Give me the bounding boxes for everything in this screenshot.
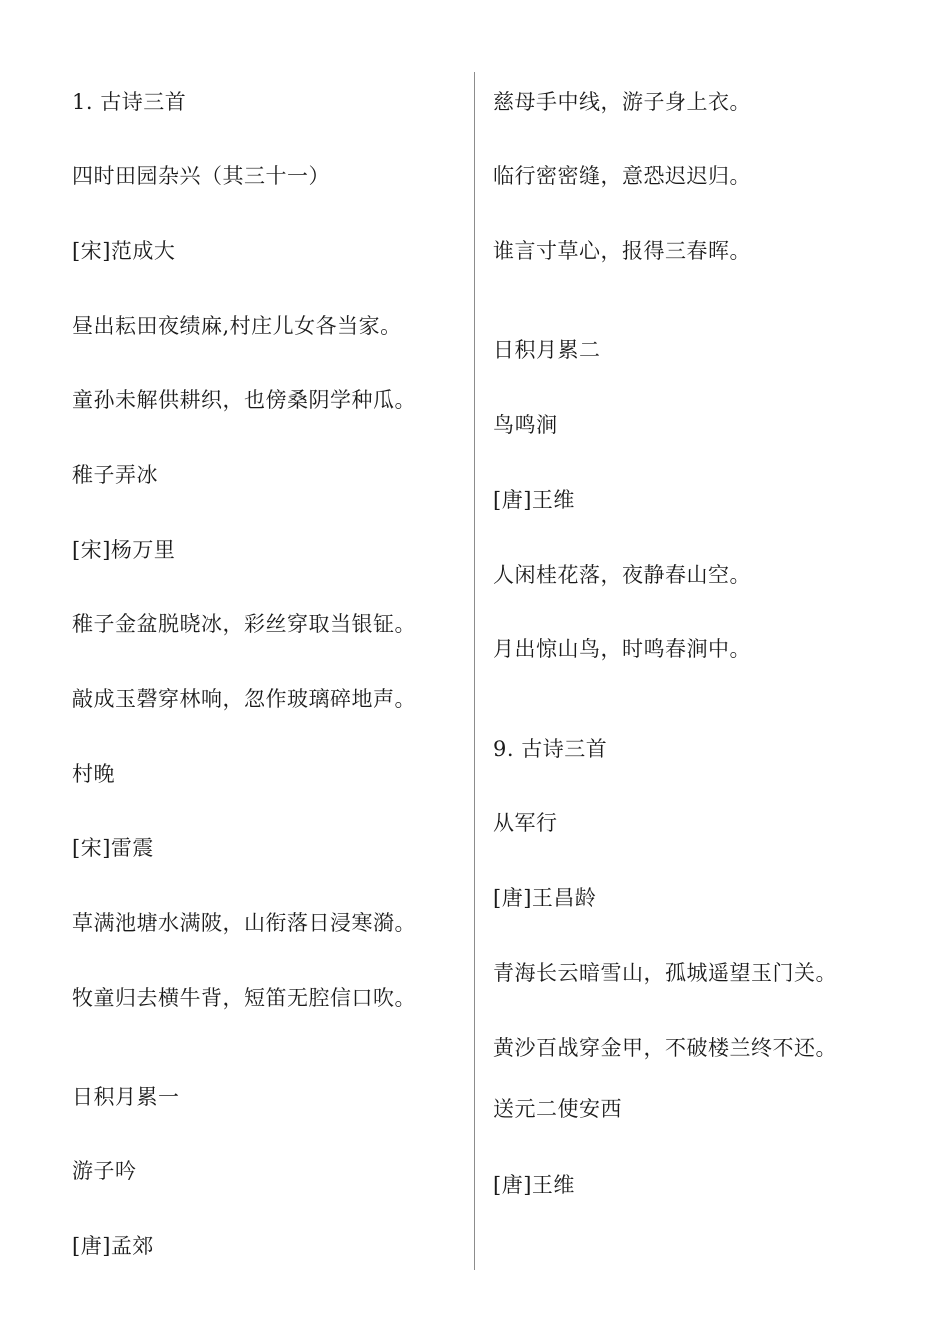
poem-line: 昼出耘田夜绩麻,村庄儿女各当家。 xyxy=(72,314,402,338)
poem-author: [宋]雷震 xyxy=(72,836,154,860)
poem-title: 鸟鸣涧 xyxy=(493,413,558,437)
poem-title: 游子吟 xyxy=(72,1159,137,1183)
poem-author: [唐]王维 xyxy=(493,1173,575,1197)
poem-line: 谁言寸草心，报得三春晖。 xyxy=(493,239,751,263)
section-heading: 日积月累一 xyxy=(72,1085,180,1109)
poem-title: 稚子弄冰 xyxy=(72,463,158,487)
poem-line: 黄沙百战穿金甲，不破楼兰终不还。 xyxy=(493,1036,837,1060)
section-heading: 9. 古诗三首 xyxy=(493,737,608,761)
left-column xyxy=(72,0,472,1344)
poem-title: 四时田园杂兴（其三十一） xyxy=(72,164,330,188)
column-divider xyxy=(474,72,475,1270)
poem-line: 慈母手中线，游子身上衣。 xyxy=(493,90,751,114)
poem-line: 临行密密缝，意恐迟迟归。 xyxy=(493,164,751,188)
poem-author: [唐]王维 xyxy=(493,488,575,512)
poem-author: [宋]杨万里 xyxy=(72,538,176,562)
poem-title: 村晚 xyxy=(72,762,115,786)
poem-title: 送元二使安西 xyxy=(493,1097,622,1121)
poem-line: 童孙未解供耕织，也傍桑阴学种瓜。 xyxy=(72,388,416,412)
poem-line: 草满池塘水满陂，山衔落日浸寒漪。 xyxy=(72,911,416,935)
poem-line: 月出惊山鸟，时鸣春涧中。 xyxy=(493,637,751,661)
poem-author: [唐]王昌龄 xyxy=(493,886,597,910)
poem-author: [宋]范成大 xyxy=(72,239,176,263)
poem-line: 稚子金盆脱晓冰，彩丝穿取当银钲。 xyxy=(72,612,416,636)
poem-author: [唐]孟郊 xyxy=(72,1234,154,1258)
section-heading: 1. 古诗三首 xyxy=(72,90,187,114)
poem-line: 青海长云暗雪山，孤城遥望玉门关。 xyxy=(493,961,837,985)
section-heading: 日积月累二 xyxy=(493,338,601,362)
poem-line: 敲成玉磬穿林响，忽作玻璃碎地声。 xyxy=(72,687,416,711)
poem-line: 人闲桂花落，夜静春山空。 xyxy=(493,563,751,587)
right-column xyxy=(493,0,893,1344)
poem-line: 牧童归去横牛背，短笛无腔信口吹。 xyxy=(72,986,416,1010)
poem-title: 从军行 xyxy=(493,811,558,835)
